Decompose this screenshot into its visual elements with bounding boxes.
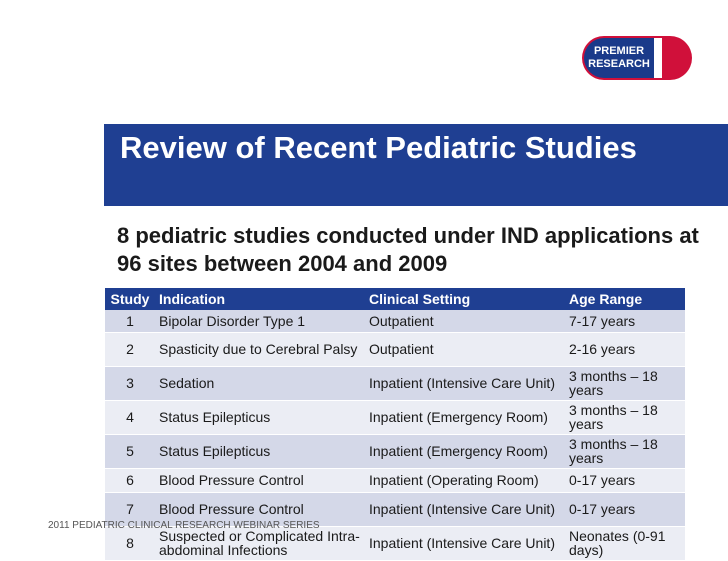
table-header-row [105, 288, 685, 310]
cell-study: 1 [105, 310, 155, 332]
header-age-range: Age Range [565, 288, 685, 310]
table-row [105, 400, 685, 434]
cell-setting: Inpatient (Intensive Care Unit) [365, 492, 565, 526]
cell-setting: Outpatient [365, 310, 565, 332]
cell-indication: Status Epilepticus [155, 400, 365, 434]
slide-subtitle: 8 pediatric studies conducted under IND applications at 96 sites between 2004 and 2009 [117, 223, 699, 276]
slide-title: Review of Recent Pediatric Studies [120, 130, 637, 165]
logo-blue-panel [584, 38, 654, 78]
cell-setting: Inpatient (Emergency Room) [365, 434, 565, 468]
cell-age: Neonates (0-91 days) [565, 526, 685, 560]
cell-indication: Sedation [155, 366, 365, 400]
cell-age: 3 months – 18 years [565, 366, 685, 400]
header-indication: Indication [155, 288, 365, 310]
cell-indication: Blood Pressure Control [155, 492, 365, 526]
logo-stripe [654, 38, 662, 78]
header-clinical-setting: Clinical Setting [365, 288, 565, 310]
logo-line-2: RESEARCH [588, 58, 650, 70]
table-row [105, 434, 685, 468]
table-row [105, 332, 685, 366]
cell-age: 3 months – 18 years [565, 400, 685, 434]
cell-indication: Blood Pressure Control [155, 468, 365, 492]
cell-setting: Outpatient [365, 332, 565, 366]
logo-line-1: PREMIER [593, 45, 645, 57]
cell-setting: Inpatient (Intensive Care Unit) [365, 366, 565, 400]
cell-age: 2-16 years [565, 332, 685, 366]
cell-study: 3 [105, 366, 155, 400]
cell-study: 6 [105, 468, 155, 492]
cell-age: 7-17 years [565, 310, 685, 332]
table-row [105, 468, 685, 492]
cell-age: 3 months – 18 years [565, 434, 685, 468]
cell-setting: Inpatient (Operating Room) [365, 468, 565, 492]
cell-study: 4 [105, 400, 155, 434]
cell-age: 0-17 years [565, 468, 685, 492]
cell-indication: Spasticity due to Cerebral Palsy [155, 332, 365, 366]
cell-indication: Bipolar Disorder Type 1 [155, 310, 365, 332]
table-row [105, 310, 685, 332]
cell-indication: Status Epilepticus [155, 434, 365, 468]
premier-research-logo [582, 36, 692, 80]
table-row [105, 366, 685, 400]
cell-study: 8 [105, 526, 155, 560]
title-band-left-gap [0, 124, 104, 206]
cell-setting: Inpatient (Emergency Room) [365, 400, 565, 434]
cell-indication: Suspected or Complicated Intra-abdominal Infections [155, 526, 365, 560]
slide-footer: 2011 PEDIATRIC CLINICAL RESEARCH WEBINAR SERIES [48, 520, 320, 531]
cell-study: 2 [105, 332, 155, 366]
title-band [0, 124, 728, 206]
cell-setting: Inpatient (Intensive Care Unit) [365, 526, 565, 560]
table-row [105, 526, 685, 560]
cell-study: 5 [105, 434, 155, 468]
cell-study: 7 [105, 492, 155, 526]
header-study: Study [105, 288, 155, 310]
cell-age: 0-17 years [565, 492, 685, 526]
